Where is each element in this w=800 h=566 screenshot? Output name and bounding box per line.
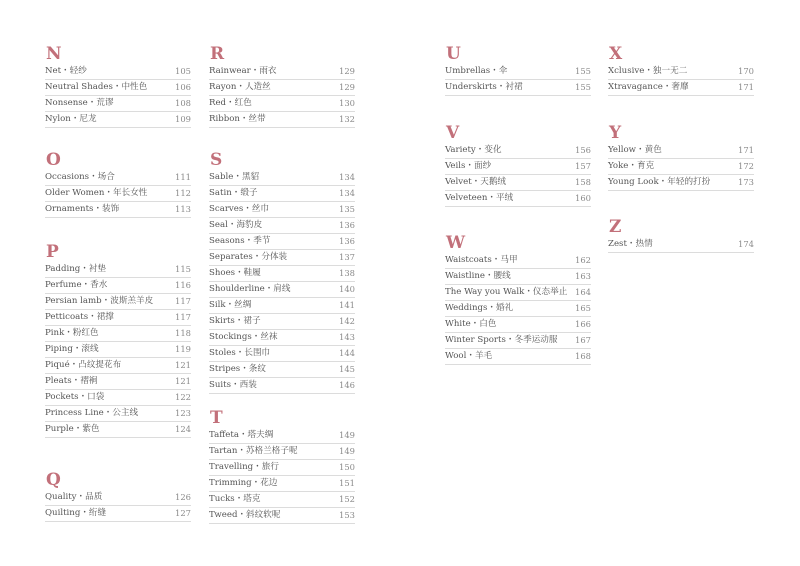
entry-term: The Way you Walk・仪态举止	[445, 287, 568, 297]
index-entry	[45, 374, 191, 390]
index-entry	[445, 301, 591, 317]
index-entry	[45, 112, 191, 128]
entry-term: Rayon・人造丝	[209, 82, 271, 92]
entry-page: 171	[738, 82, 754, 92]
index-entry	[445, 317, 591, 333]
section-letter: W	[446, 233, 466, 253]
entry-page: 146	[339, 380, 355, 390]
index-entry	[445, 253, 591, 269]
index-entry	[45, 294, 191, 310]
entry-term: Shoes・鞋履	[209, 268, 261, 278]
entry-page: 142	[339, 316, 355, 326]
entry-page: 111	[175, 172, 191, 182]
entry-page: 173	[738, 177, 754, 187]
entry-term: Quilting・绗缝	[45, 508, 107, 518]
index-entry	[445, 269, 591, 285]
entry-term: Perfume・香水	[45, 280, 108, 290]
entry-term: Variety・变化	[445, 145, 502, 155]
entry-page: 155	[575, 82, 591, 92]
entry-page: 113	[175, 204, 191, 214]
entry-term: Rainwear・雨衣	[209, 66, 277, 76]
entry-page: 149	[339, 430, 355, 440]
entry-page: 167	[575, 335, 591, 345]
entry-term: Taffeta・塔夫绸	[209, 430, 274, 440]
entry-page: 121	[175, 360, 191, 370]
index-entry	[608, 237, 754, 253]
index-entry	[209, 64, 355, 80]
entry-page: 112	[175, 188, 191, 198]
index-entry	[45, 490, 191, 506]
section-letter: U	[446, 44, 461, 64]
entry-term: Stoles・长围巾	[209, 348, 271, 358]
entry-page: 126	[175, 492, 191, 502]
index-entry	[209, 186, 355, 202]
entry-page: 136	[339, 236, 355, 246]
entry-page: 163	[575, 271, 591, 281]
entry-page: 140	[339, 284, 355, 294]
index-entry	[445, 191, 591, 207]
index-section-y	[608, 125, 754, 191]
entry-term: Ribbon・丝带	[209, 114, 266, 124]
entry-term: Veils・面纱	[445, 161, 492, 171]
entry-page: 143	[339, 332, 355, 342]
entry-term: Shoulderline・肩线	[209, 284, 291, 294]
index-entry	[209, 508, 355, 524]
index-section-o	[45, 152, 191, 218]
section-letter: Z	[609, 217, 622, 237]
index-entry	[45, 310, 191, 326]
index-entry	[445, 143, 591, 159]
entry-term: Red・红色	[209, 98, 252, 108]
index-entry	[209, 266, 355, 282]
index-entry	[45, 202, 191, 218]
index-entry	[209, 444, 355, 460]
entry-term: Suits・西装	[209, 380, 257, 390]
entry-page: 108	[175, 98, 191, 108]
entry-term: Pleats・褶裥	[45, 376, 98, 386]
entry-term: Silk・丝绸	[209, 300, 252, 310]
index-entry	[45, 422, 191, 438]
index-section-v	[445, 125, 591, 207]
entry-page: 115	[175, 264, 191, 274]
entry-term: Quality・品质	[45, 492, 103, 502]
entry-term: Neutral Shades・中性色	[45, 82, 148, 92]
section-letter: S	[210, 150, 223, 170]
index-entry	[45, 96, 191, 112]
index-entry	[45, 80, 191, 96]
index-section-s	[209, 152, 355, 394]
entry-page: 153	[339, 510, 355, 520]
entry-page: 130	[339, 98, 355, 108]
entry-page: 149	[339, 446, 355, 456]
entry-page: 129	[339, 82, 355, 92]
entry-page: 168	[575, 351, 591, 361]
index-entry	[45, 358, 191, 374]
entry-page: 164	[575, 287, 591, 297]
entry-page: 123	[175, 408, 191, 418]
entry-term: Persian lamb・波斯羔羊皮	[45, 296, 154, 306]
entry-page: 105	[175, 66, 191, 76]
entry-term: Seasons・季节	[209, 236, 271, 246]
entry-page: 144	[339, 348, 355, 358]
entry-term: Yoke・育克	[608, 161, 655, 171]
index-entry	[209, 314, 355, 330]
entry-page: 141	[339, 300, 355, 310]
entry-term: Waistline・腰线	[445, 271, 511, 281]
entry-page: 170	[738, 66, 754, 76]
index-section-x	[608, 46, 754, 96]
index-entry	[209, 112, 355, 128]
index-entry	[209, 170, 355, 186]
index-entry	[608, 175, 754, 191]
index-entry	[209, 492, 355, 508]
index-entry	[209, 96, 355, 112]
entry-page: 172	[738, 161, 754, 171]
entry-page: 132	[339, 114, 355, 124]
index-entry	[209, 378, 355, 394]
entry-term: Older Women・年长女性	[45, 188, 148, 198]
entry-term: Tucks・塔克	[209, 494, 261, 504]
entry-term: Wool・羊毛	[445, 351, 493, 361]
entry-term: Tartan・苏格兰格子呢	[209, 446, 298, 456]
entry-term: Pink・粉红色	[45, 328, 99, 338]
index-entry	[45, 278, 191, 294]
index-entry	[209, 330, 355, 346]
section-letter: T	[210, 408, 223, 428]
entry-term: Piping・滚线	[45, 344, 99, 354]
entry-term: Ornaments・装饰	[45, 204, 120, 214]
entry-term: Travelling・旅行	[209, 462, 279, 472]
index-entry	[45, 342, 191, 358]
entry-page: 121	[175, 376, 191, 386]
section-letter: V	[446, 123, 460, 143]
index-entry	[45, 506, 191, 522]
index-section-n	[45, 46, 191, 128]
index-section-t	[209, 410, 355, 524]
entry-term: Waistcoats・马甲	[445, 255, 518, 265]
entry-page: 106	[175, 82, 191, 92]
index-entry	[209, 202, 355, 218]
entry-page: 122	[175, 392, 191, 402]
entry-page: 134	[339, 172, 355, 182]
index-entry	[209, 346, 355, 362]
entry-page: 118	[175, 328, 191, 338]
entry-page: 152	[339, 494, 355, 504]
index-entry	[209, 80, 355, 96]
entry-page: 138	[339, 268, 355, 278]
index-entry	[209, 250, 355, 266]
index-entry	[45, 326, 191, 342]
entry-term: White・白色	[445, 319, 497, 329]
index-entry	[45, 170, 191, 186]
entry-page: 116	[175, 280, 191, 290]
entry-term: Princess Line・公主线	[45, 408, 139, 418]
entry-term: Trimming・花边	[209, 478, 278, 488]
entry-term: Yellow・黄色	[608, 145, 662, 155]
entry-page: 145	[339, 364, 355, 374]
entry-term: Petticoats・裙撑	[45, 312, 114, 322]
entry-term: Xclusive・独一无二	[608, 66, 688, 76]
entry-page: 171	[738, 145, 754, 155]
entry-page: 166	[575, 319, 591, 329]
index-entry	[45, 64, 191, 80]
section-letter: N	[46, 44, 62, 64]
entry-page: 119	[175, 344, 191, 354]
entry-term: Padding・衬垫	[45, 264, 107, 274]
index-entry	[445, 285, 591, 301]
entry-page: 124	[175, 424, 191, 434]
entry-term: Velvet・天鹅绒	[445, 177, 507, 187]
entry-page: 135	[339, 204, 355, 214]
entry-term: Sable・黑貂	[209, 172, 260, 182]
entry-term: Pockets・口袋	[45, 392, 105, 402]
index-section-q	[45, 472, 191, 522]
entry-page: 174	[738, 239, 754, 249]
entry-term: Nonsense・荒谬	[45, 98, 114, 108]
entry-term: Velveteen・平绒	[445, 193, 514, 203]
entry-page: 150	[339, 462, 355, 472]
entry-term: Separates・分体装	[209, 252, 288, 262]
entry-term: Satin・缎子	[209, 188, 258, 198]
entry-term: Net・轻纱	[45, 66, 87, 76]
entry-term: Tweed・斜纹软呢	[209, 510, 281, 520]
section-letter: Y	[609, 123, 622, 143]
section-letter: X	[609, 44, 623, 64]
index-entry	[608, 143, 754, 159]
entry-page: 162	[575, 255, 591, 265]
entry-term: Zest・热情	[608, 239, 653, 249]
index-section-r	[209, 46, 355, 128]
entry-page: 156	[575, 145, 591, 155]
index-entry	[445, 64, 591, 80]
entry-page: 157	[575, 161, 591, 171]
index-entry	[445, 333, 591, 349]
entry-term: Winter Sports・冬季运动服	[445, 335, 558, 345]
entry-term: Occasions・场合	[45, 172, 115, 182]
index-entry	[209, 218, 355, 234]
index-entry	[209, 362, 355, 378]
index-entry	[209, 476, 355, 492]
index-entry	[445, 159, 591, 175]
entry-page: 127	[175, 508, 191, 518]
index-entry	[608, 64, 754, 80]
entry-term: Stockings・丝袜	[209, 332, 278, 342]
entry-term: Stripes・条纹	[209, 364, 266, 374]
entry-term: Umbrellas・伞	[445, 66, 508, 76]
entry-page: 109	[175, 114, 191, 124]
index-entry	[209, 282, 355, 298]
index-section-u	[445, 46, 591, 96]
entry-page: 151	[339, 478, 355, 488]
index-entry	[209, 460, 355, 476]
entry-term: Young Look・年轻的打扮	[608, 177, 711, 187]
entry-term: Xtravagance・奢靡	[608, 82, 689, 92]
index-section-z	[608, 219, 754, 253]
entry-term: Purple・紫色	[45, 424, 100, 434]
entry-term: Scarves・丝巾	[209, 204, 270, 214]
entry-term: Weddings・婚礼	[445, 303, 514, 313]
index-entry	[209, 428, 355, 444]
entry-page: 160	[575, 193, 591, 203]
index-entry	[45, 186, 191, 202]
index-entry	[45, 406, 191, 422]
index-entry	[445, 80, 591, 96]
entry-page: 117	[175, 296, 191, 306]
entry-term: Seal・海豹皮	[209, 220, 263, 230]
index-entry	[445, 175, 591, 191]
entry-page: 117	[175, 312, 191, 322]
index-entry	[45, 262, 191, 278]
entry-page: 137	[339, 252, 355, 262]
section-letter: Q	[46, 470, 61, 490]
entry-page: 134	[339, 188, 355, 198]
entry-term: Nylon・尼龙	[45, 114, 97, 124]
section-letter: R	[210, 44, 225, 64]
index-section-w	[445, 235, 591, 365]
entry-term: Underskirts・衬裙	[445, 82, 523, 92]
index-entry	[608, 159, 754, 175]
section-letter: O	[46, 150, 61, 170]
index-entry	[209, 234, 355, 250]
section-letter: P	[46, 242, 59, 262]
index-section-p	[45, 244, 191, 438]
entry-page: 136	[339, 220, 355, 230]
entry-page: 158	[575, 177, 591, 187]
entry-page: 165	[575, 303, 591, 313]
index-entry	[445, 349, 591, 365]
entry-page: 155	[575, 66, 591, 76]
entry-page: 129	[339, 66, 355, 76]
index-entry	[45, 390, 191, 406]
index-entry	[209, 298, 355, 314]
entry-term: Piqué・凸纹提花布	[45, 360, 122, 370]
index-entry	[608, 80, 754, 96]
entry-term: Skirts・裙子	[209, 316, 261, 326]
